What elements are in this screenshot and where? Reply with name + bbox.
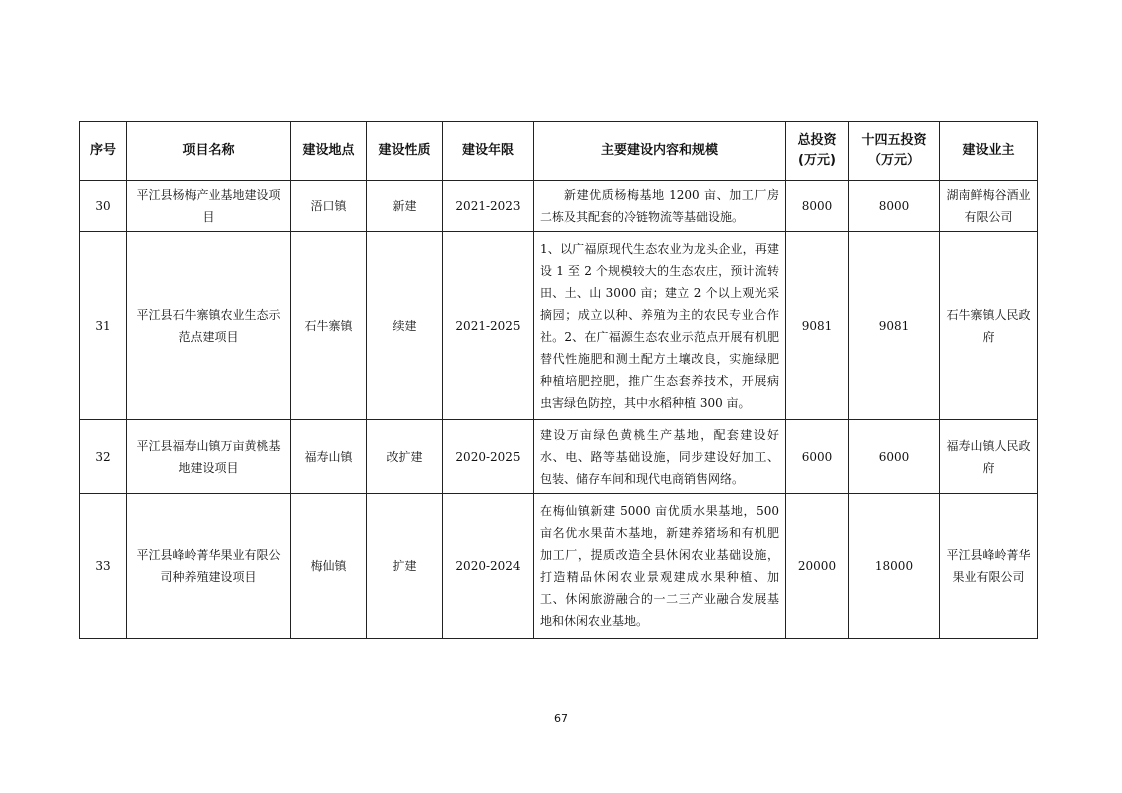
header-plan-investment bbox=[849, 122, 940, 181]
cell-index: 31 bbox=[80, 232, 127, 420]
cell-total: 6000 bbox=[786, 420, 849, 494]
table-row bbox=[80, 232, 1038, 420]
page-number: 67 bbox=[554, 712, 568, 725]
header-total-investment bbox=[786, 122, 849, 181]
cell-content: 1、以广福原现代生态农业为龙头企业，再建设 1 至 2 个规模较大的生态农庄，预计流转田、土、山 3000 亩；建立 2 个以上观光采摘园；成立以种、养殖为主的农民专业合作社。2、在广福源生态农业示范点开展有机肥替代性施肥和测土配方土壤改良，实施绿肥种植培肥控肥，推广生态套养技术，开展病虫害绿色防控，其中水稻种植 300 亩。 bbox=[534, 232, 786, 420]
cell-content: 在梅仙镇新建 5000 亩优质水果基地，500 亩名优水果苗木基地，新建养猪场和有机肥加工厂，提质改造全县休闲农业基础设施，打造精品休闲农业景观建成水果种植、加工、休闲旅游融合的一二三产业融合发展基地和休闲农业基地。 bbox=[534, 494, 786, 639]
header-total-line1: 总投资 bbox=[797, 133, 837, 148]
cell-name: 平江县石牛寨镇农业生态示范点建项目 bbox=[127, 232, 291, 420]
header-owner: 建设业主 bbox=[940, 122, 1038, 181]
cell-period: 2020-2025 bbox=[443, 420, 534, 494]
table-row bbox=[80, 494, 1038, 639]
cell-owner: 福寿山镇人民政府 bbox=[940, 420, 1038, 494]
header-index: 序号 bbox=[80, 122, 127, 181]
cell-location: 石牛寨镇 bbox=[291, 232, 367, 420]
cell-nature: 续建 bbox=[367, 232, 443, 420]
header-nature: 建设性质 bbox=[367, 122, 443, 181]
header-name: 项目名称 bbox=[127, 122, 291, 181]
cell-period: 2020-2024 bbox=[443, 494, 534, 639]
cell-content: 建设万亩绿色黄桃生产基地，配套建设好水、电、路等基础设施，同步建设好加工、包装、储存车间和现代电商销售网络。 bbox=[534, 420, 786, 494]
cell-owner: 平江县峰岭菁华果业有限公司 bbox=[940, 494, 1038, 639]
cell-plan: 8000 bbox=[849, 181, 940, 232]
header-total-line2: (万元) bbox=[798, 153, 836, 168]
header-plan-line2: （万元） bbox=[867, 153, 920, 168]
cell-plan: 9081 bbox=[849, 232, 940, 420]
cell-nature: 扩建 bbox=[367, 494, 443, 639]
cell-owner: 湖南鲜梅谷酒业有限公司 bbox=[940, 181, 1038, 232]
cell-plan: 18000 bbox=[849, 494, 940, 639]
cell-name: 平江县福寿山镇万亩黄桃基地建设项目 bbox=[127, 420, 291, 494]
header-period: 建设年限 bbox=[443, 122, 534, 181]
table-row bbox=[80, 420, 1038, 494]
cell-index: 33 bbox=[80, 494, 127, 639]
cell-name: 平江县峰岭菁华果业有限公司种养殖建设项目 bbox=[127, 494, 291, 639]
header-content: 主要建设内容和规模 bbox=[534, 122, 786, 181]
cell-plan: 6000 bbox=[849, 420, 940, 494]
cell-location: 浯口镇 bbox=[291, 181, 367, 232]
table-row bbox=[80, 181, 1038, 232]
cell-index: 30 bbox=[80, 181, 127, 232]
header-location: 建设地点 bbox=[291, 122, 367, 181]
project-table bbox=[79, 121, 1038, 639]
table-header-row bbox=[80, 122, 1038, 181]
cell-index: 32 bbox=[80, 420, 127, 494]
cell-content: 新建优质杨梅基地 1200 亩、加工厂房二栋及其配套的冷链物流等基础设施。 bbox=[534, 181, 786, 232]
cell-total: 8000 bbox=[786, 181, 849, 232]
cell-period: 2021-2025 bbox=[443, 232, 534, 420]
cell-total: 9081 bbox=[786, 232, 849, 420]
cell-total: 20000 bbox=[786, 494, 849, 639]
cell-nature: 改扩建 bbox=[367, 420, 443, 494]
cell-period: 2021-2023 bbox=[443, 181, 534, 232]
cell-location: 梅仙镇 bbox=[291, 494, 367, 639]
header-plan-line1: 十四五投资 bbox=[861, 133, 927, 148]
cell-location: 福寿山镇 bbox=[291, 420, 367, 494]
cell-name: 平江县杨梅产业基地建设项目 bbox=[127, 181, 291, 232]
cell-nature: 新建 bbox=[367, 181, 443, 232]
cell-owner: 石牛寨镇人民政府 bbox=[940, 232, 1038, 420]
